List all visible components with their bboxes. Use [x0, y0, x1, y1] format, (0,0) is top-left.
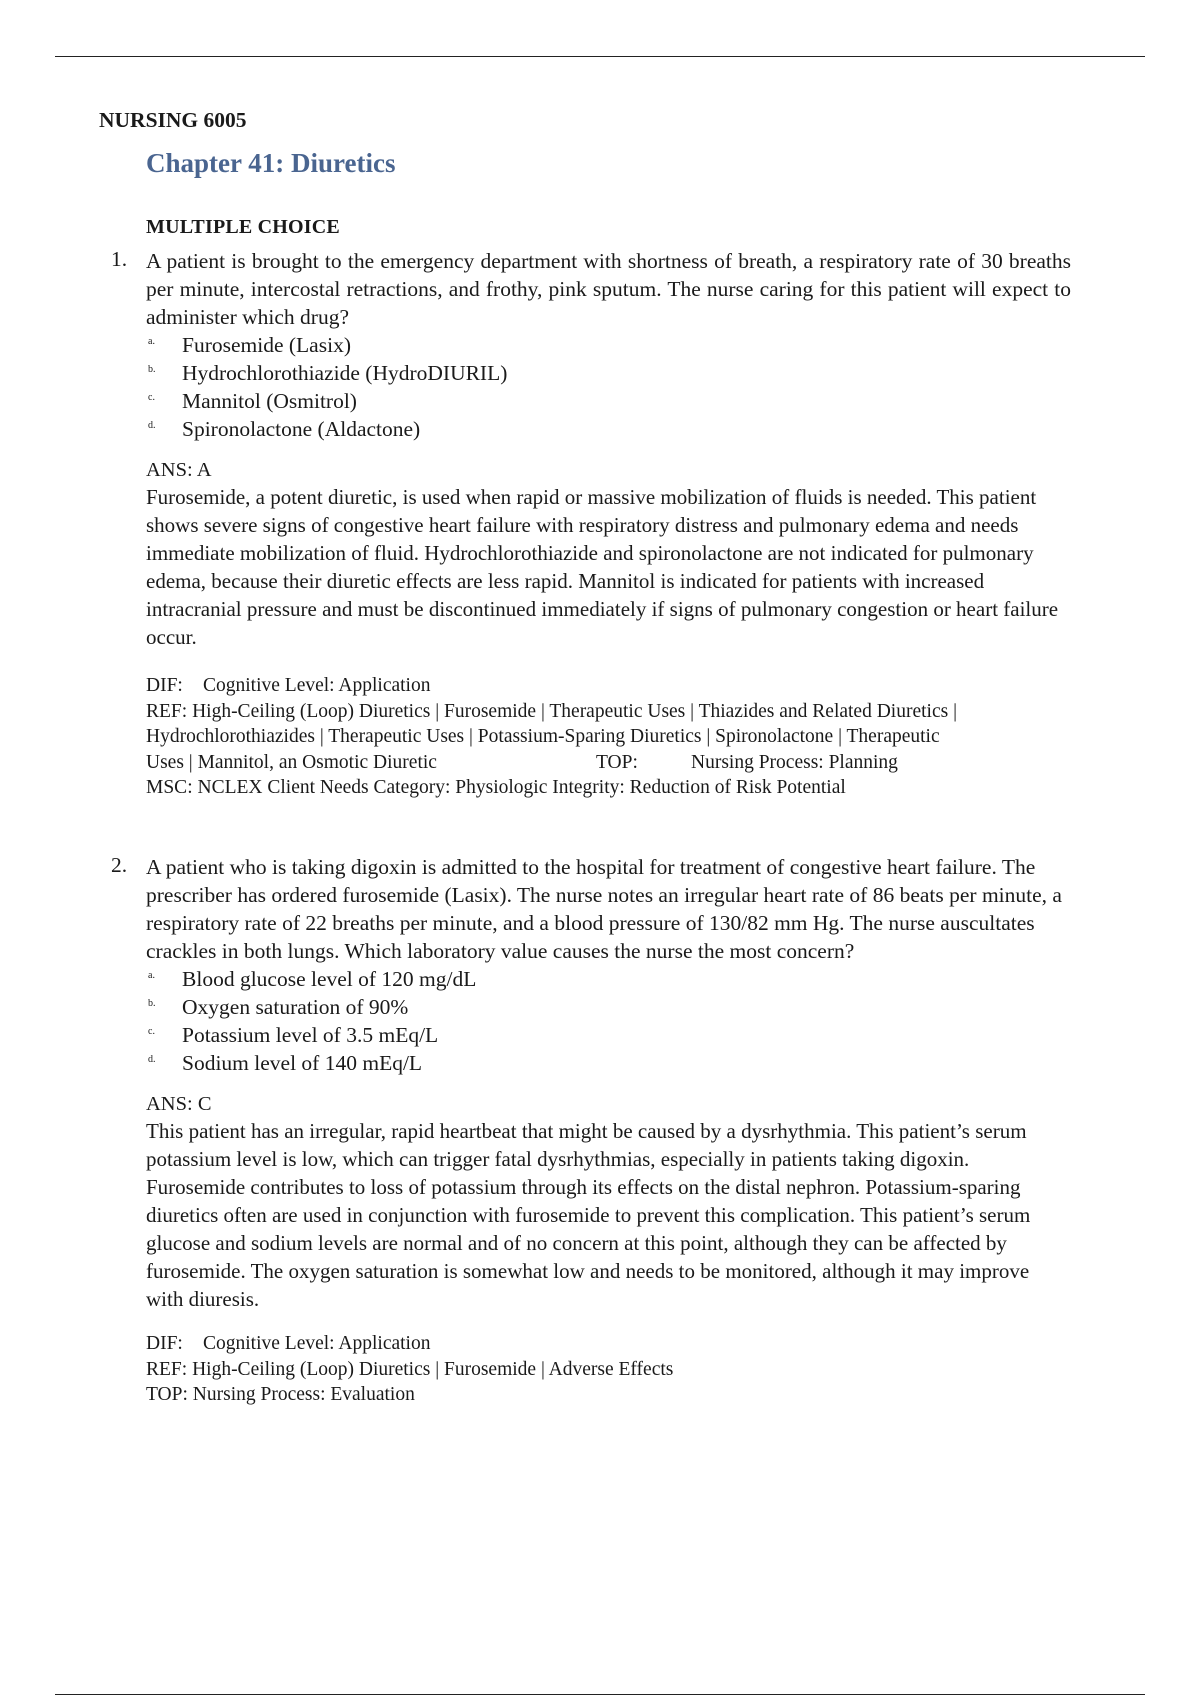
ref-row-2 [146, 724, 1071, 750]
ref-label: REF: [146, 1358, 188, 1380]
option-letter: d. [148, 420, 156, 431]
option-c [146, 387, 1071, 415]
option-c [146, 1021, 1071, 1049]
rationale: Furosemide, a potent diuretic, is used when rapid or massive mobilization of fluids is needed. This patient shows severe signs of congestive heart failure with respiratory distress and pulmonary edema and needs immediate mobilization of fluid. Hydrochlorothiazide and spironolactone are not indicated for pulmonary edema, because their diuretic effects are less rapid. Mannitol is indicated for patients with increased intracranial pressure and must be discontinued immediately if signs of pulmonary congestion or heart failure occur. [146, 485, 1059, 649]
option-text: Potassium level of 3.5 mEq/L [182, 1023, 439, 1047]
answer-key: ANS: C [146, 1093, 212, 1115]
question-metadata [146, 673, 1071, 801]
option-text: Hydrochlorothiazide (HydroDIURIL) [182, 361, 508, 385]
ref-value: High-Ceiling (Loop) Diuretics | Furosemide | Adverse Effects [192, 1358, 674, 1380]
option-text: Spironolactone (Aldactone) [182, 417, 421, 441]
option-letter: b. [148, 998, 156, 1009]
top-row [146, 1382, 1071, 1408]
option-letter: d. [148, 1054, 156, 1065]
option-text: Mannitol (Osmitrol) [182, 389, 357, 413]
top-value: Nursing Process: Evaluation [192, 1384, 415, 1405]
top-value: Nursing Process: Planning [691, 751, 898, 773]
option-text: Sodium level of 140 mEq/L [182, 1051, 423, 1075]
rationale: This patient has an irregular, rapid heartbeat that might be caused by a dysrhythmia. This patient’s serum potassium level is low, which can trigger fatal dysrhythmias, especially in patients taking digoxin. Furosemide contributes to loss of potassium through its effects on the distal nephron. Potassium-sparing diuretics often are used in conjunction with furosemide to prevent this complication. This patient’s serum glucose and sodium levels are normal and of no concern at this point, although they can be affected by furosemide. The oxygen saturation is somewhat low and needs to be monitored, although it may improve with diuresis. [146, 1119, 1031, 1311]
top-label: TOP: [146, 1384, 188, 1405]
option-a [146, 331, 1071, 359]
question-2 [111, 853, 1071, 1408]
option-text: Furosemide (Lasix) [182, 333, 351, 357]
ref-row [146, 699, 1071, 725]
option-letter: b. [148, 364, 156, 375]
question-stem: A patient who is taking digoxin is admitted to the hospital for treatment of congestive heart failure. The prescriber has ordered furosemide (Lasix). The nurse notes an irregular heart rate of 86 beats per minute, a respiratory rate of 22 breaths per minute, and a blood pressure of 130/82 mm Hg. The nurse auscultates crackles in both lungs. Which laboratory value causes the nurse the most concern? [146, 855, 1062, 963]
option-d [146, 1049, 1071, 1077]
chapter-title: Chapter 41: Diuretics [146, 148, 396, 178]
option-letter: c. [148, 392, 155, 403]
option-text: Oxygen saturation of 90% [182, 995, 409, 1019]
bottom-rule [55, 1694, 1145, 1695]
top-rule [55, 56, 1145, 57]
dif-row [146, 1331, 1071, 1357]
msc-row [146, 775, 1071, 801]
answer-key: ANS: A [146, 459, 212, 481]
dif-value: Cognitive Level: Application [203, 1333, 431, 1354]
answer-options [146, 331, 1071, 443]
section-heading: MULTIPLE CHOICE [146, 216, 340, 238]
ref-top-row [146, 750, 1071, 776]
msc-value: NCLEX Client Needs Category: Physiologic Integrity: Reduction of Risk Potential [197, 777, 846, 798]
top-label: TOP: [596, 751, 638, 773]
option-text: Blood glucose level of 120 mg/dL [182, 967, 477, 991]
option-letter: a. [148, 336, 155, 347]
question-metadata [146, 1331, 1071, 1408]
question-stem: A patient is brought to the emergency department with shortness of breath, a respiratory rate of 30 breaths per minute, intercostal retractions, and frothy, pink sputum. The nurse caring for this patient will expect to administer which drug? [146, 249, 1071, 329]
question-number: 2. [111, 853, 128, 877]
ref-value-line3: Uses | Mannitol, an Osmotic Diuretic [146, 751, 437, 773]
ref-row [146, 1357, 1071, 1383]
answer-options [146, 965, 1071, 1077]
ref-value-line2: Hydrochlorothiazides | Therapeutic Uses | Potassium-Sparing Diuretics | Spironolactone | Therapeutic [146, 726, 940, 747]
ref-label: REF: [146, 700, 188, 722]
ref-value-line1: High-Ceiling (Loop) Diuretics | Furosemide | Therapeutic Uses | Thiazides and Related Diuretics | [192, 700, 957, 722]
option-a [146, 965, 1071, 993]
dif-label: DIF: [146, 675, 183, 696]
option-d [146, 415, 1071, 443]
dif-value: Cognitive Level: Application [203, 675, 431, 696]
option-letter: c. [148, 1026, 155, 1037]
question-number: 1. [111, 247, 128, 271]
option-letter: a. [148, 970, 155, 981]
course-title: NURSING 6005 [99, 108, 247, 132]
question-1 [111, 247, 1071, 801]
msc-label: MSC: [146, 777, 193, 798]
option-b [146, 359, 1071, 387]
dif-label: DIF: [146, 1333, 183, 1354]
option-b [146, 993, 1071, 1021]
dif-row [146, 673, 1071, 699]
